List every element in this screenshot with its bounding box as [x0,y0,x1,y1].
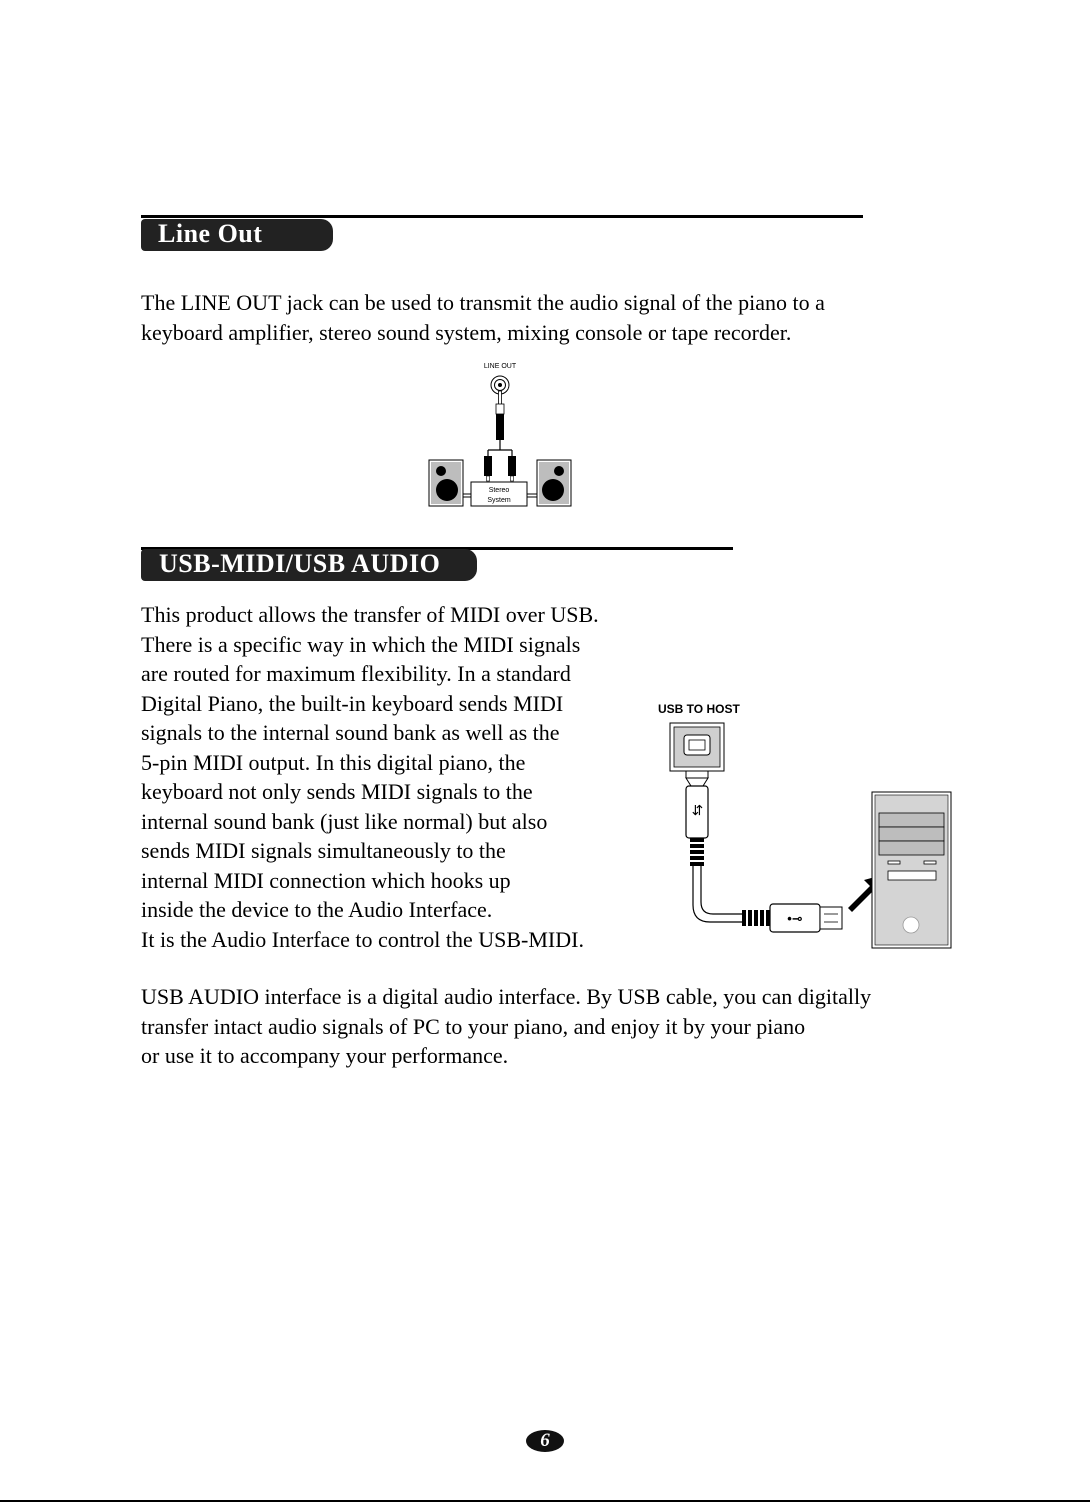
stereo-label-1: Stereo [488,487,510,494]
usb-midi-paragraph [141,600,599,954]
usb-paragraph-line: inside the device to the Audio Interface. [141,897,493,922]
usb-paragraph-line: 5-pin MIDI output. In this digital piano, the [141,749,526,775]
svg-text:⇆: ⇆ [690,804,706,816]
page-number: 6 [540,1430,550,1451]
line-out-heading: Line Out [141,219,333,251]
usb-audio-paragraph-line: USB AUDIO interface is a digital audio interface. By USB cable, you can digitally [141,984,872,1009]
audio-cable-icon [484,391,516,481]
usb-audio-paragraph-line: or use it to accompany your performance. [141,1043,509,1068]
line-out-connection-diagram [420,358,580,510]
usb-paragraph-line: are routed for maximum flexibility. In a standard [141,661,571,686]
usb-paragraph-line: signals to the internal sound bank as well as the [141,720,560,745]
usb-paragraph-line: This product allows the transfer of MIDI over USB. [141,602,599,627]
stereo-label-2: System [487,497,511,504]
svg-text:•⊸: •⊸ [787,911,803,926]
line-out-jack-label: LINE OUT [483,363,517,370]
page-bottom-rule [0,1500,1090,1502]
right-speaker-icon [527,460,571,506]
usb-paragraph-line: keyboard not only sends MIDI signals to the [141,779,533,804]
usb-audio-paragraph [141,982,871,1071]
usb-paragraph-line: internal sound bank (just like normal) but also [141,808,548,834]
page-number-badge [526,1430,564,1452]
usb-paragraph-line: It is the Audio Interface to control the USB-MIDI. [141,926,584,952]
usb-paragraph-line: There is a specific way in which the MIDI signals [141,631,581,657]
usb-connection-diagram [652,700,962,955]
usb-a-plug-icon [742,904,842,932]
left-speaker-icon [429,460,471,506]
usb-heading: USB-MIDI/USB AUDIO [141,549,477,581]
usb-b-plug-icon [686,786,708,866]
stereo-system-icon [471,482,527,506]
line-out-paragraph [141,288,825,347]
line-out-header-rule [141,215,863,218]
line-out-paragraph-line: The LINE OUT jack can be used to transmit the audio signal of the piano to a [141,290,825,315]
usb-audio-paragraph-line: transfer intact audio signals of PC to your piano, and enjoy it by your piano [141,1013,806,1039]
computer-tower-icon [872,792,951,948]
usb-paragraph-line: internal MIDI connection which hooks up [141,867,511,893]
usb-b-port-icon [670,723,724,786]
usb-paragraph-line: Digital Piano, the built-in keyboard sends MIDI [141,690,564,716]
usb-to-host-label: USB TO HOST [658,702,740,716]
usb-paragraph-line: sends MIDI signals simultaneously to the [141,838,506,863]
line-out-paragraph-line: keyboard amplifier, stereo sound system, mixing console or tape recorder. [141,319,792,345]
